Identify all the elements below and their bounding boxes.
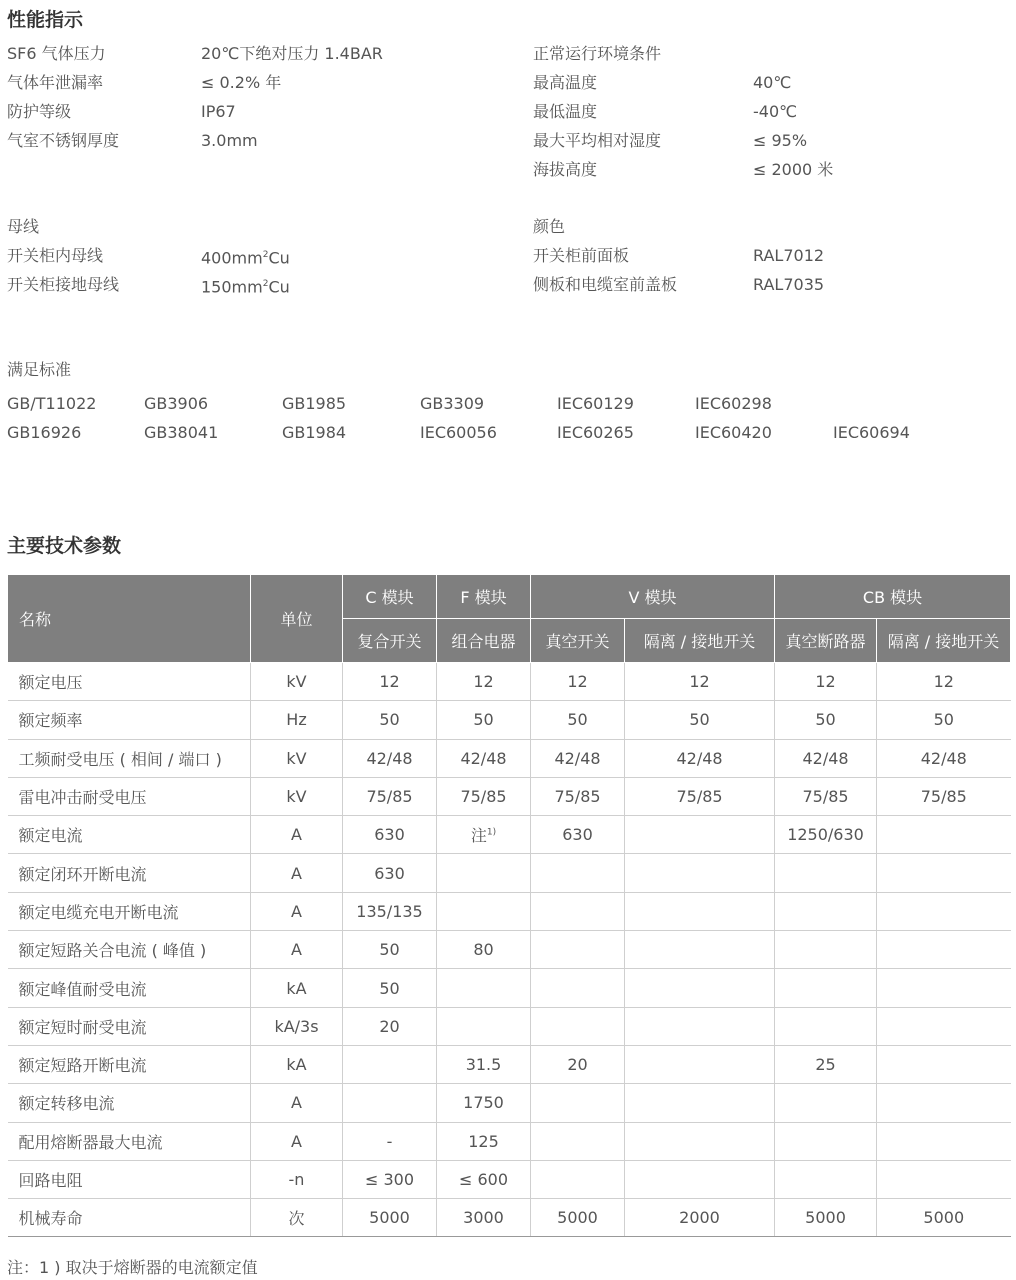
spec-value: 40℃	[753, 73, 792, 92]
params-title: 主要技术参数	[7, 535, 122, 557]
value-cell: 42/48	[437, 739, 531, 777]
spec-label: 最低温度	[533, 102, 598, 121]
value-cell: 1750	[437, 1084, 531, 1122]
value-cell	[343, 1045, 437, 1083]
unit-cell: -n	[251, 1160, 343, 1198]
col-group-header: V 模块	[531, 575, 775, 619]
table-row	[8, 1160, 1011, 1198]
standard-item: IEC60694	[833, 423, 910, 442]
value-cell: 50	[625, 701, 775, 739]
value-cell: 3000	[437, 1199, 531, 1237]
spec-value: RAL7035	[753, 275, 825, 294]
value-cell	[877, 854, 1011, 892]
standard-item: GB3309	[420, 394, 485, 413]
value-cell: 42/48	[775, 739, 877, 777]
standard-item: IEC60056	[420, 423, 497, 442]
spec-value: 3.0mm	[201, 131, 258, 150]
col-sub-header: 真空开关	[531, 619, 625, 663]
value-cell: 75/85	[775, 777, 877, 815]
table-row	[8, 701, 1011, 739]
value-cell: 2000	[625, 1199, 775, 1237]
footnote: 注：1 ) 取决于熔断器的电流额定值	[7, 1258, 258, 1277]
table-row	[8, 739, 1011, 777]
value-cell: 5000	[877, 1199, 1011, 1237]
spec-value: ≤ 0.2% 年	[201, 73, 282, 92]
value-cell: 5000	[343, 1199, 437, 1237]
standard-item: GB1985	[282, 394, 347, 413]
standard-item: GB3906	[144, 394, 209, 413]
value-cell	[775, 1007, 877, 1045]
value-cell	[625, 1160, 775, 1198]
value-cell: -	[343, 1122, 437, 1160]
value-cell: 5000	[775, 1199, 877, 1237]
row-label: 额定电流	[8, 816, 251, 854]
row-label: 回路电阻	[8, 1160, 251, 1198]
standard-item: GB16926	[7, 423, 82, 442]
value-cell	[625, 816, 775, 854]
value-cell: 50	[437, 701, 531, 739]
value-cell	[437, 854, 531, 892]
value-cell: 75/85	[531, 777, 625, 815]
col-sub-header: 真空断路器	[775, 619, 877, 663]
value-cell	[625, 1007, 775, 1045]
unit-cell: kV	[251, 777, 343, 815]
value-cell	[625, 892, 775, 930]
value-cell	[877, 1007, 1011, 1045]
unit-cell: 次	[251, 1199, 343, 1237]
value-cell	[625, 969, 775, 1007]
value-cell	[531, 1160, 625, 1198]
col-group-header: C 模块	[343, 575, 437, 619]
table-row	[8, 816, 1011, 854]
row-label: 配用熔断器最大电流	[8, 1122, 251, 1160]
row-label: 额定频率	[8, 701, 251, 739]
value-cell	[775, 1084, 877, 1122]
spec-label: 开关柜内母线	[7, 246, 104, 265]
spec-value: $150mm^2Cu$	[201, 277, 290, 297]
value-cell: 50	[343, 969, 437, 1007]
value-cell: 50	[877, 701, 1011, 739]
standard-item: GB/T11022	[7, 394, 97, 413]
value-cell	[877, 1160, 1011, 1198]
table-header-row	[8, 575, 1011, 619]
standard-item: IEC60420	[695, 423, 772, 442]
col-sub-header: 隔离 / 接地开关	[877, 619, 1011, 663]
unit-cell: kA	[251, 1045, 343, 1083]
value-cell: 42/48	[343, 739, 437, 777]
value-cell	[437, 892, 531, 930]
value-cell	[625, 854, 775, 892]
performance-title: 性能指示	[7, 9, 84, 31]
value-cell	[877, 816, 1011, 854]
spec-label: 气室不锈钢厚度	[7, 131, 120, 150]
unit-cell: A	[251, 816, 343, 854]
value-cell	[877, 931, 1011, 969]
spec-label: 防护等级	[7, 102, 72, 121]
table-row	[8, 1045, 1011, 1083]
table-row	[8, 931, 1011, 969]
value-cell	[343, 1084, 437, 1122]
value-cell: 50	[343, 931, 437, 969]
value-cell: 50	[531, 701, 625, 739]
value-cell: ≤ 600	[437, 1160, 531, 1198]
value-cell: 12	[437, 663, 531, 701]
unit-cell: A	[251, 931, 343, 969]
row-label: 额定电压	[8, 663, 251, 701]
value-cell	[437, 1007, 531, 1045]
value-cell: 12	[775, 663, 877, 701]
unit-cell: A	[251, 892, 343, 930]
value-cell	[775, 854, 877, 892]
standard-item: GB38041	[144, 423, 219, 442]
value-cell: 75/85	[343, 777, 437, 815]
value-cell: 20	[531, 1045, 625, 1083]
value-cell: 135/135	[343, 892, 437, 930]
col-sub-header: 隔离 / 接地开关	[625, 619, 775, 663]
value-cell	[877, 969, 1011, 1007]
value-cell	[625, 1045, 775, 1083]
value-cell	[625, 1122, 775, 1160]
value-cell	[531, 1084, 625, 1122]
unit-cell: A	[251, 854, 343, 892]
value-cell: 5000	[531, 1199, 625, 1237]
footnote-ref: 1)	[486, 828, 497, 838]
value-cell: 42/48	[877, 739, 1011, 777]
spec-value: ≤ 2000 米	[753, 160, 834, 179]
value-cell: 12	[877, 663, 1011, 701]
row-label: 机械寿命	[8, 1199, 251, 1237]
spec-label: 气体年泄漏率	[7, 73, 104, 92]
value-cell: 75/85	[625, 777, 775, 815]
spec-label: 侧板和电缆室前盖板	[533, 275, 678, 294]
col-group-header: CB 模块	[775, 575, 1011, 619]
row-label: 额定转移电流	[8, 1084, 251, 1122]
value-cell	[531, 854, 625, 892]
params-table	[7, 574, 1011, 1237]
value-cell: ≤ 300	[343, 1160, 437, 1198]
standard-item: GB1984	[282, 423, 347, 442]
standard-item: IEC60298	[695, 394, 772, 413]
environment-title: 正常运行环境条件	[533, 44, 662, 63]
value-cell	[437, 969, 531, 1007]
value-cell	[775, 892, 877, 930]
busbar-title: 母线	[7, 217, 40, 236]
row-label: 额定短路开断电流	[8, 1045, 251, 1083]
row-label: 工频耐受电压 ( 相间 / 端口 )	[8, 739, 251, 777]
value-cell	[625, 931, 775, 969]
col-group-header: F 模块	[437, 575, 531, 619]
value-cell: 630	[343, 854, 437, 892]
row-label: 额定短时耐受电流	[8, 1007, 251, 1045]
value-cell: 42/48	[531, 739, 625, 777]
standard-item: IEC60129	[557, 394, 634, 413]
value-cell	[877, 892, 1011, 930]
col-header-name: 名称	[8, 575, 251, 663]
value-cell	[877, 1084, 1011, 1122]
standard-item: IEC60265	[557, 423, 634, 442]
table-row	[8, 969, 1011, 1007]
value-cell: 50	[343, 701, 437, 739]
value-cell	[531, 892, 625, 930]
unit-cell: A	[251, 1122, 343, 1160]
value-cell	[877, 1045, 1011, 1083]
table-row	[8, 663, 1011, 701]
table-row	[8, 1122, 1011, 1160]
col-sub-header: 组合电器	[437, 619, 531, 663]
table-row	[8, 1007, 1011, 1045]
row-label: 额定闭环开断电流	[8, 854, 251, 892]
row-label: 雷电冲击耐受电压	[8, 777, 251, 815]
table-row	[8, 892, 1011, 930]
col-sub-header: 复合开关	[343, 619, 437, 663]
value-cell: 注$^{1)}$	[437, 816, 531, 854]
value-cell	[775, 931, 877, 969]
value-cell: 630	[531, 816, 625, 854]
value-cell: 42/48	[625, 739, 775, 777]
value-cell: 12	[531, 663, 625, 701]
spec-label: 最高温度	[533, 73, 598, 92]
value-cell: 630	[343, 816, 437, 854]
value-cell	[775, 1122, 877, 1160]
spec-label: SF6 气体压力	[7, 44, 106, 63]
value-cell	[877, 1122, 1011, 1160]
value-cell	[531, 931, 625, 969]
value-cell: 75/85	[437, 777, 531, 815]
value-cell	[625, 1084, 775, 1122]
value-cell: 125	[437, 1122, 531, 1160]
value-cell: 25	[775, 1045, 877, 1083]
spec-value: IP67	[201, 102, 236, 121]
value-cell	[531, 1007, 625, 1045]
color-title: 颜色	[533, 217, 566, 236]
unit-cell: kA/3s	[251, 1007, 343, 1045]
unit-cell: kV	[251, 663, 343, 701]
unit-cell: kA	[251, 969, 343, 1007]
value-cell	[531, 1122, 625, 1160]
value-cell: 12	[343, 663, 437, 701]
col-header-unit: 单位	[251, 575, 343, 663]
value-cell: 20	[343, 1007, 437, 1045]
spec-label: 海拔高度	[533, 160, 598, 179]
value-cell: 12	[625, 663, 775, 701]
spec-value: $400mm^2Cu$	[201, 248, 290, 268]
spec-value: ≤ 95%	[753, 131, 808, 150]
value-cell	[531, 969, 625, 1007]
unit-cell: Hz	[251, 701, 343, 739]
table-row	[8, 854, 1011, 892]
spec-label: 最大平均相对湿度	[533, 131, 662, 150]
spec-label: 开关柜接地母线	[7, 275, 120, 294]
table-row	[8, 1084, 1011, 1122]
spec-value: RAL7012	[753, 246, 825, 265]
value-cell: 75/85	[877, 777, 1011, 815]
value-cell: 80	[437, 931, 531, 969]
value-cell: 1250/630	[775, 816, 877, 854]
value-cell: 31.5	[437, 1045, 531, 1083]
standards-title: 满足标准	[7, 360, 72, 379]
row-label: 额定短路关合电流 ( 峰值 )	[8, 931, 251, 969]
row-label: 额定峰值耐受电流	[8, 969, 251, 1007]
table-row	[8, 777, 1011, 815]
value-cell	[775, 969, 877, 1007]
unit-cell: A	[251, 1084, 343, 1122]
spec-value: -40℃	[753, 102, 798, 121]
spec-label: 开关柜前面板	[533, 246, 630, 265]
value-cell: 50	[775, 701, 877, 739]
value-cell	[775, 1160, 877, 1198]
table-row	[8, 1199, 1011, 1237]
spec-value: 20℃下绝对压力 1.4BAR	[201, 44, 383, 63]
unit-cell: kV	[251, 739, 343, 777]
row-label: 额定电缆充电开断电流	[8, 892, 251, 930]
